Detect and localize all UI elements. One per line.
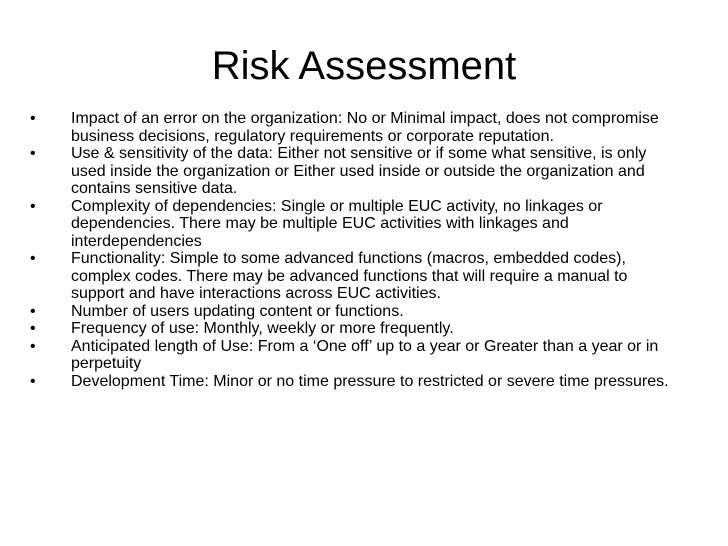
bullet-text: Complexity of dependencies: Single or multiple EUC activity, no linkages or dependencies. There may be multiple EUC activities with linkages and interdependencies: [71, 197, 603, 250]
bullet-item-users: [30, 303, 680, 321]
bullet-text: Functionality: Simple to some advanced functions (macros, embedded codes), complex codes. There may be advanced functions that will require a manual to support and have interactions across EUC activities.: [71, 250, 628, 302]
bullet-text: Use & sensitivity of the data: Either not sensitive or if some what sensitive, is only used inside the organization or Either used inside or outside the organization and contains sensitive data.: [71, 145, 647, 197]
bullet-item-functionality: [30, 250, 680, 303]
bullet-text: Frequency of use: Monthly, weekly or more frequently.: [71, 320, 454, 337]
bullet-text: Number of users updating content or functions.: [71, 302, 404, 320]
bullet-item-length-of-use: [30, 338, 680, 373]
bullet-item-development-time: [30, 373, 680, 391]
bullet-dot-icon: •: [30, 197, 36, 215]
bullet-item-impact: [30, 110, 680, 145]
bullet-text: Impact of an error on the organization: No or Minimal impact, does not compromise business decisions, regulatory requirements or corporate reputation.: [71, 110, 659, 145]
bullet-dot-icon: •: [30, 110, 36, 127]
bullet-item-dependencies: [30, 198, 680, 251]
bullet-dot-icon: •: [30, 372, 36, 390]
bullet-dot-icon: •: [30, 250, 36, 267]
bullet-dot-icon: •: [30, 337, 36, 355]
bullet-item-frequency: [30, 320, 680, 338]
slide-title: Risk Assessment: [211, 44, 517, 88]
bullet-list: [30, 110, 680, 390]
bullet-dot-icon: •: [30, 145, 36, 162]
bullet-text: Anticipated length of Use: From a ‘One off’ up to a year or Greater than a year or in perpetuity: [71, 337, 659, 372]
bullet-dot-icon: •: [30, 320, 36, 337]
bullet-item-data-sensitivity: [30, 145, 680, 198]
bullet-dot-icon: •: [30, 302, 36, 320]
bullet-text: Development Time: Minor or no time pressure to restricted or severe time pressures.: [71, 372, 669, 390]
